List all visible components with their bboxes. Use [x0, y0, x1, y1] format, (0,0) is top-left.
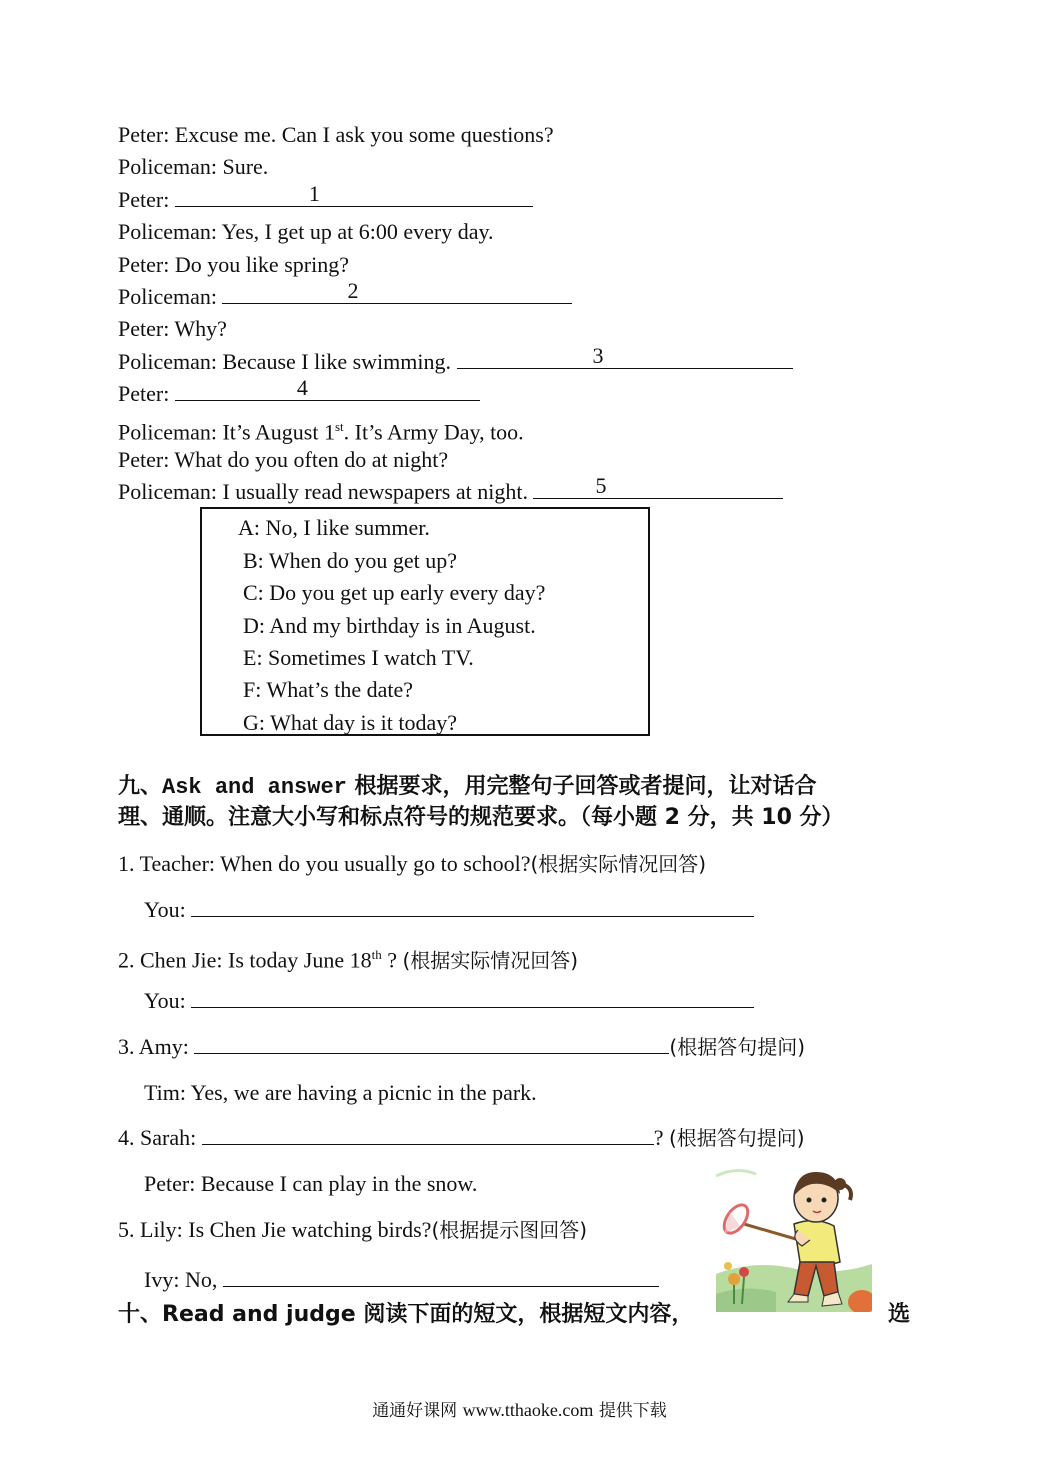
question-text: ?	[381, 947, 403, 973]
question-hint: (根据实际情况回答)	[402, 948, 579, 973]
option-g: G: What day is it today?	[243, 710, 458, 735]
answer-field-1[interactable]	[191, 896, 754, 917]
speaker-label: Policeman:	[118, 284, 223, 309]
superscript: th	[371, 947, 382, 962]
section-9-heading	[118, 772, 817, 803]
answer-blank-4[interactable]	[175, 375, 480, 401]
question-text: 1. Teacher: When do you usually go to school?	[118, 851, 531, 876]
answer-4: Peter: Because I can play in the snow.	[144, 1171, 478, 1196]
question-3	[118, 1033, 805, 1061]
answer-1	[144, 896, 754, 924]
dialogue-line-5: Peter: Do you like spring?	[118, 252, 349, 277]
answer-field-5[interactable]	[223, 1266, 659, 1287]
footer-url[interactable]: www.tthaoke.com	[462, 1400, 594, 1420]
option-d: D: And my birthday is in August.	[243, 613, 536, 638]
speaker-label: 3. Amy:	[118, 1034, 195, 1059]
section-number: 九、	[118, 774, 163, 799]
dialogue-line-2: Policeman: Sure.	[118, 154, 269, 179]
girl-with-net-illustration	[716, 1164, 872, 1312]
speaker-label: You:	[144, 897, 192, 922]
dialogue-text: Policeman: Because I like swimming.	[118, 349, 457, 374]
question-mark: ?	[653, 1125, 669, 1150]
speaker-label: Ivy: No,	[144, 1267, 223, 1292]
answer-3: Tim: Yes, we are having a picnic in the park.	[144, 1080, 537, 1105]
dialogue-text: Policeman: I usually read newspapers at night.	[118, 479, 534, 504]
speaker-label: Peter:	[118, 187, 175, 212]
question-field-3[interactable]	[194, 1033, 669, 1054]
answer-blank-5[interactable]	[533, 473, 783, 499]
dialogue-line-8	[118, 343, 793, 376]
question-text: 5. Lily: Is Chen Jie watching birds?	[118, 1217, 432, 1242]
dialogue-line-1: Peter: Excuse me. Can I ask you some questions?	[118, 122, 554, 147]
option-b: B: When do you get up?	[243, 548, 458, 573]
dialogue-line-4: Policeman: Yes, I get up at 6:00 every day.	[118, 219, 494, 244]
speaker-label: You:	[144, 988, 192, 1013]
footer-suffix: 提供下载	[598, 1401, 667, 1421]
option-f: F: What’s the date?	[243, 677, 414, 702]
answer-blank-1[interactable]	[175, 181, 533, 207]
answer-blank-3[interactable]	[457, 343, 793, 369]
section-10-heading-tail: 选	[888, 1302, 911, 1327]
option-e: E: Sometimes I watch TV.	[243, 645, 474, 670]
option-c: C: Do you get up early every day?	[243, 580, 546, 605]
dialogue-line-7: Peter: Why?	[118, 316, 227, 341]
dialogue-text: Policeman: It’s August 1	[118, 419, 335, 445]
dialogue-line-3	[118, 181, 533, 214]
blank-number: 3	[592, 343, 604, 368]
footer-site-name: 通通好课网	[372, 1401, 458, 1421]
section-9-heading-line2: 理、通顺。注意大小写和标点符号的规范要求。（每小题 2 分，共 10 分）	[118, 805, 844, 830]
blank-number: 4	[296, 375, 308, 400]
dialogue-line-9	[118, 375, 480, 408]
question-hint: (根据提示图回答)	[431, 1218, 588, 1242]
section-number: 十、	[118, 1302, 163, 1327]
dialogue-line-6	[118, 278, 572, 311]
question-4	[118, 1124, 805, 1152]
page-footer	[0, 1396, 1039, 1421]
question-2	[118, 941, 578, 974]
blank-number: 2	[347, 278, 359, 303]
speaker-label: Peter:	[118, 381, 175, 406]
answer-blank-2[interactable]	[222, 278, 572, 304]
question-hint: (根据答句提问)	[668, 1126, 805, 1150]
question-field-4[interactable]	[202, 1124, 654, 1145]
section-title-en: Ask and answer	[162, 775, 347, 800]
section-instructions: 阅读下面的短文，根据短文内容，	[355, 1302, 694, 1327]
dialogue-line-10	[118, 413, 524, 446]
question-1	[118, 850, 706, 878]
answer-5	[144, 1266, 659, 1294]
question-text: 2. Chen Jie: Is today June 18	[118, 947, 372, 973]
dialogue-text: . It’s Army Day, too.	[343, 419, 524, 445]
dialogue-line-11: Peter: What do you often do at night?	[118, 447, 449, 472]
blank-number: 1	[308, 181, 320, 206]
question-hint: (根据答句提问)	[669, 1035, 806, 1059]
answer-2	[144, 987, 754, 1015]
blank-number: 5	[595, 473, 607, 498]
answer-field-2[interactable]	[191, 987, 754, 1008]
section-10-heading	[118, 1300, 693, 1330]
question-hint: (根据实际情况回答)	[530, 852, 707, 876]
option-a: A: No, I like summer.	[238, 515, 430, 540]
superscript: st	[334, 419, 344, 434]
options-box	[200, 507, 650, 736]
section-instructions: 根据要求，用完整句子回答或者提问，让对话合	[346, 774, 817, 799]
dialogue-line-12	[118, 473, 783, 506]
section-title-en: Read and judge	[162, 1302, 356, 1327]
speaker-label: 4. Sarah:	[118, 1125, 202, 1150]
question-5	[118, 1216, 587, 1244]
